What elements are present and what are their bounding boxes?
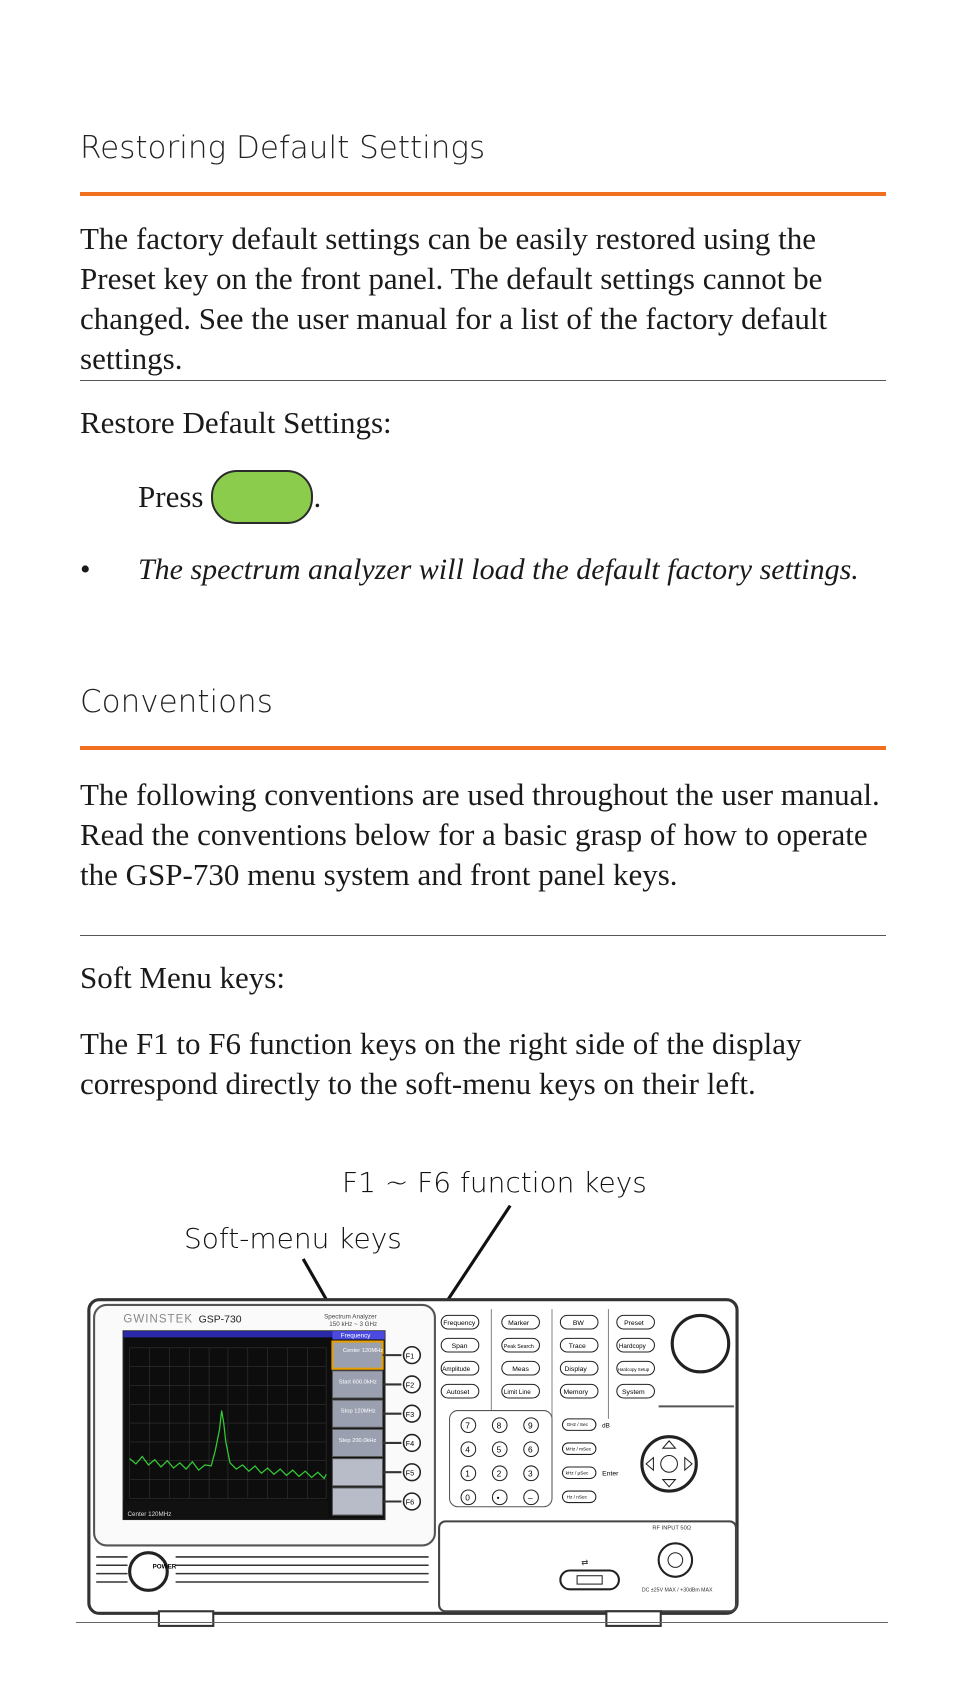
usb-icon: ⇄: [581, 1557, 589, 1568]
key-6-label: 6: [527, 1444, 533, 1455]
restore-label: Restore Default Settings:: [80, 405, 392, 440]
power-button[interactable]: [130, 1553, 168, 1591]
screen-status: Center 120MHz: [127, 1511, 172, 1519]
softkey-6[interactable]: [332, 1488, 382, 1515]
softkey-1[interactable]: [332, 1342, 382, 1369]
device-figure: [0, 1168, 954, 1628]
bottom-divider: [76, 1622, 888, 1623]
khz-key-label: kHz / µSec: [565, 1470, 589, 1476]
meas-key-label: Meas: [512, 1365, 529, 1373]
menu-header: Frequency: [340, 1332, 371, 1340]
conventions-intro-paragraph: The following conventions are used throughout the user manual. Read the conventions below for a basic grasp of how to operate the GSP-730 menu system and front panel keys.: [80, 777, 880, 892]
press-end: .: [313, 479, 322, 514]
usb-slot: [577, 1576, 602, 1584]
key-4-label: 4: [465, 1444, 470, 1455]
f6-label: F6: [405, 1497, 415, 1507]
trace-key-label: Trace: [568, 1342, 586, 1350]
frequency-key-label: Frequency: [443, 1319, 476, 1327]
hardcopy-setup-key-label: Hardcopy Setup: [617, 1366, 650, 1372]
restore-intro-paragraph: The factory default settings can be easily restored using the Preset key on the front panel. The default settings cannot be changed. See the user manual for a list of the factory default settings.: [80, 221, 828, 376]
rf-spec-label: DC ±25V MAX / +30dBm MAX: [641, 1587, 713, 1594]
brand-logo: GWINSTEK: [123, 1313, 194, 1326]
amplitude-key-label: Amplitude: [442, 1365, 471, 1373]
rf-input-label: RF INPUT 50Ω: [652, 1525, 692, 1532]
f1-label: F1: [405, 1351, 415, 1361]
section-title-restoring-defaults: Restoring Default Settings: [80, 130, 486, 166]
key-5-label: 5: [496, 1444, 502, 1455]
key-dot-label: •: [496, 1492, 500, 1503]
foot-right: [606, 1611, 660, 1626]
db-label: dB: [602, 1422, 610, 1430]
bw-key-label: BW: [572, 1319, 584, 1327]
section-title-conventions: Conventions: [80, 684, 273, 720]
key-1-label: 1: [465, 1468, 470, 1479]
softkey-5[interactable]: [332, 1459, 382, 1486]
peak-search-key-label: Peak Search: [503, 1343, 534, 1350]
key-dot[interactable]: [492, 1490, 507, 1505]
f5-label: F5: [405, 1468, 415, 1478]
callout-function-keys: F1 ~ F6 function keys: [342, 1166, 647, 1199]
key-3-label: 3: [527, 1468, 533, 1479]
orange-divider: [80, 192, 886, 196]
f2-label: F2: [405, 1380, 415, 1390]
arrow-pad-center[interactable]: [661, 1456, 678, 1473]
key-0-label: 0: [465, 1492, 470, 1503]
f3-label: F3: [405, 1409, 415, 1419]
marker-key-label: Marker: [508, 1319, 530, 1327]
key-8-label: 8: [496, 1420, 502, 1431]
press-instruction: [138, 470, 321, 524]
device-title: Spectrum Analyzer: [324, 1313, 377, 1321]
f4-label: F4: [405, 1439, 415, 1449]
thin-divider: [80, 935, 886, 936]
key-2-label: 2: [496, 1468, 502, 1479]
bullet-text: The spectrum analyzer will load the default factory settings.: [138, 553, 859, 586]
foot-left: [159, 1611, 213, 1626]
mhz-key-label: MHz / mSec: [565, 1446, 592, 1452]
preset-key-label: Preset: [624, 1319, 644, 1327]
bullet-mark: •: [80, 553, 91, 586]
span-key-label: Span: [451, 1342, 468, 1350]
key-9-label: 9: [527, 1420, 533, 1431]
limit-line-key-label: Limit Line: [503, 1388, 531, 1396]
key-7-label: 7: [465, 1420, 470, 1431]
preset-key-icon: [211, 470, 313, 524]
system-key-label: System: [622, 1388, 645, 1396]
softkey-1-label: Center 120MHz: [342, 1348, 384, 1354]
press-text: Press: [138, 479, 204, 514]
orange-divider: [80, 746, 886, 750]
soft-menu-description: The F1 to F6 function keys on the right side of the display correspond directly to the soft-menu keys on their left.: [80, 1026, 802, 1101]
hardcopy-key-label: Hardcopy: [618, 1342, 646, 1350]
ghz-key-label: GHz / Sec: [566, 1422, 588, 1428]
rotary-knob[interactable]: [672, 1315, 728, 1371]
device-range: 150 kHz ~ 3 GHz: [329, 1320, 378, 1328]
thin-divider: [80, 380, 886, 381]
callout-softmenu-keys: Soft-menu keys: [184, 1222, 402, 1255]
rf-input-center: [668, 1553, 683, 1568]
softkey-4-label: Step 200.0kHz: [338, 1437, 377, 1444]
hz-key-label: Hz / nSec: [566, 1494, 587, 1500]
display-key-label: Display: [564, 1365, 587, 1373]
memory-key-label: Memory: [563, 1388, 589, 1396]
softkey-3-label: Stop 120MHz: [340, 1408, 376, 1415]
enter-label: Enter: [602, 1470, 619, 1478]
softkey-2-label: Start 600.0kHz: [338, 1379, 377, 1386]
model-label: GSP-730: [198, 1314, 242, 1326]
soft-menu-label: Soft Menu keys:: [80, 960, 285, 995]
power-label: POWER: [152, 1563, 177, 1571]
key-minus-label: –: [527, 1492, 533, 1503]
autoset-key-label: Autoset: [446, 1388, 470, 1396]
